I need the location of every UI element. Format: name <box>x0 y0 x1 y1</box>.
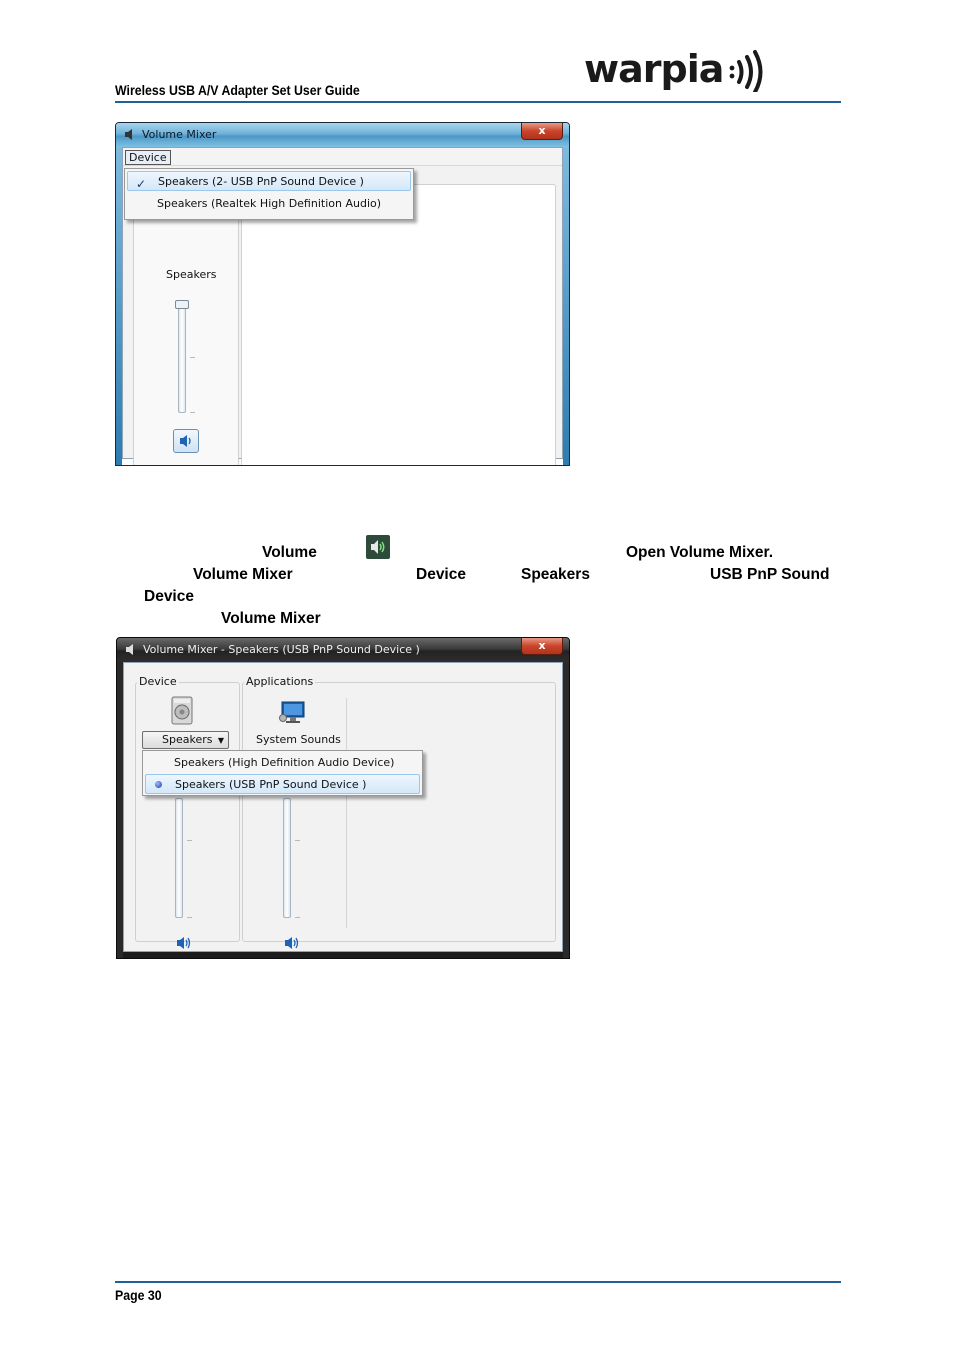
instruction-usb-pnp-sound: USB PnP Sound <box>710 566 830 583</box>
mute-button[interactable] <box>173 429 199 453</box>
menu-item-label: Speakers (Realtek High Definition Audio) <box>157 197 382 210</box>
instruction-open-volume-mixer: Open Volume Mixer. <box>626 544 774 561</box>
document-header-title: Wireless USB A/V Adapter Set User Guide <box>115 82 360 98</box>
system-sounds-icon <box>278 699 308 727</box>
window-titlebar[interactable] <box>117 638 569 662</box>
menu-bar <box>123 148 562 166</box>
window-client-area <box>122 147 563 459</box>
device-group-label: Device <box>139 675 177 688</box>
instruction-device: Device <box>416 566 466 583</box>
combo-value: Speakers <box>162 733 213 746</box>
window-title: Volume Mixer - Speakers (USB PnP Sound Device ) <box>143 643 420 656</box>
speaker-icon <box>124 128 136 141</box>
header-rule <box>115 101 841 103</box>
system-sounds-mute-icon[interactable] <box>283 935 301 951</box>
device-mute-icon[interactable] <box>175 935 193 951</box>
speaker-device-icon <box>170 696 196 726</box>
applications-panel <box>241 184 556 466</box>
menu-item-label: Speakers (2- USB PnP Sound Device ) <box>158 175 364 188</box>
chevron-down-icon: ▼ <box>217 736 224 745</box>
svg-text:warpia: warpia <box>584 48 724 91</box>
volume-tray-icon <box>366 535 390 559</box>
instruction-volume-mixer-2: Volume Mixer <box>221 610 321 627</box>
volume-slider-thumb[interactable] <box>175 300 189 309</box>
close-button[interactable]: x <box>521 123 563 140</box>
speaker-icon <box>125 643 137 656</box>
window-client-area <box>123 662 563 952</box>
system-sounds-label: System Sounds <box>256 733 341 746</box>
menu-item-usb-speakers[interactable] <box>127 171 411 191</box>
menu-item-realtek-speakers[interactable] <box>157 194 381 214</box>
option-label: Speakers (High Definition Audio Device) <box>174 756 395 769</box>
checkmark-icon: ✓ <box>136 177 147 191</box>
system-sounds-volume-slider[interactable] <box>283 798 291 918</box>
volume-slider-track[interactable] <box>178 303 186 413</box>
instruction-device-2: Device <box>144 588 194 605</box>
device-panel <box>133 206 239 466</box>
applications-group-label: Applications <box>246 675 314 688</box>
footer-rule <box>115 1281 841 1283</box>
page-number: Page 30 <box>115 1287 162 1303</box>
speakers-label: Speakers <box>166 268 217 281</box>
close-button[interactable]: x <box>521 638 563 655</box>
device-dropdown-list <box>142 750 423 796</box>
window-titlebar[interactable] <box>116 123 569 147</box>
instruction-speakers: Speakers <box>521 566 590 583</box>
device-dropdown-menu <box>124 168 414 220</box>
option-usb-speakers[interactable] <box>145 774 420 794</box>
instruction-volume-mixer: Volume Mixer <box>193 566 293 583</box>
device-combo[interactable] <box>142 731 229 749</box>
option-hd-audio-speakers[interactable] <box>174 753 394 773</box>
volume-mixer-window-menu <box>115 122 570 466</box>
speaker-volume-icon <box>174 430 198 452</box>
radio-selected-icon <box>155 781 162 788</box>
instruction-volume: Volume <box>262 544 317 561</box>
option-label: Speakers (USB PnP Sound Device ) <box>175 778 367 791</box>
warpia-logo <box>582 48 782 92</box>
window-title: Volume Mixer <box>142 128 217 141</box>
menu-device[interactable]: Device <box>125 150 171 165</box>
device-volume-slider[interactable] <box>175 798 183 918</box>
volume-mixer-window-combo <box>116 637 570 959</box>
